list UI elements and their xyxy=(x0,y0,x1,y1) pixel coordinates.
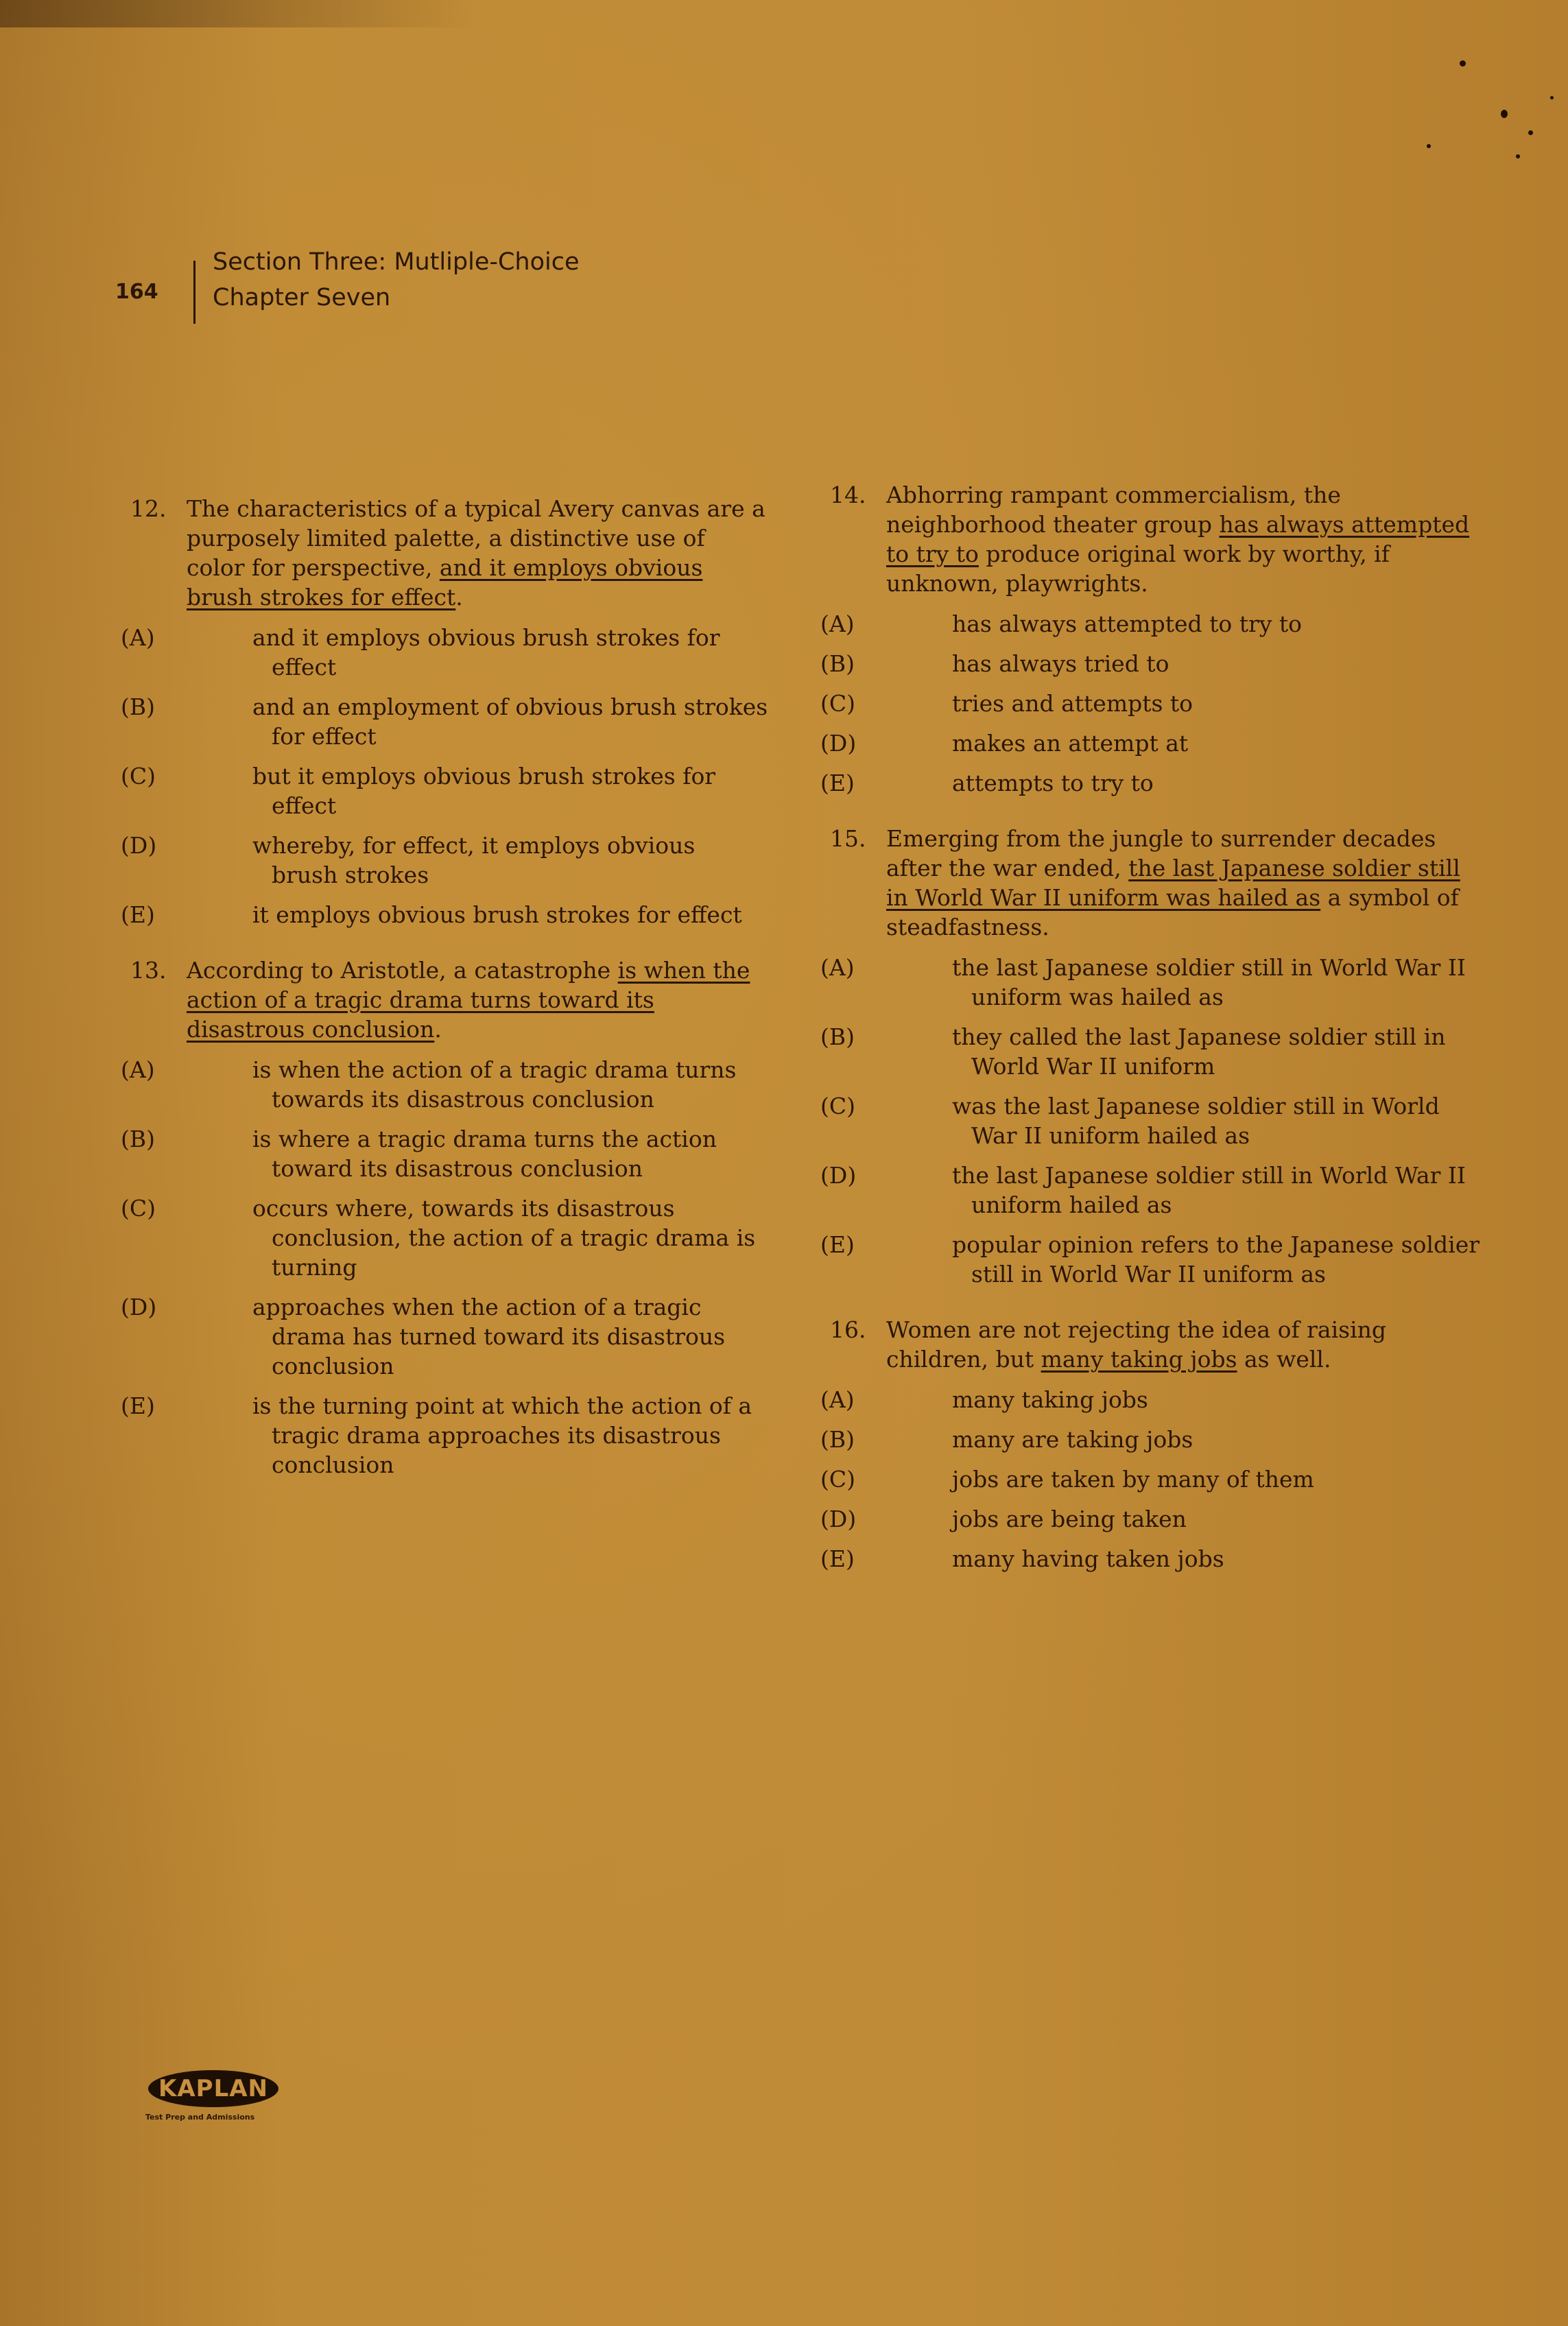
choice-label: (B) xyxy=(820,1023,855,1050)
answer-choice-c[interactable] xyxy=(820,1091,1488,1150)
choice-text: and an employment of obvious brush strokes for effect xyxy=(252,693,768,750)
choice-label: (E) xyxy=(820,1545,855,1572)
choice-label: (E) xyxy=(121,1392,155,1419)
right-column xyxy=(820,480,1488,1600)
page-edge-shadow xyxy=(0,0,480,27)
stem-text: Women are not rejecting the idea of raising children, but xyxy=(886,1316,1387,1373)
choice-label: (C) xyxy=(121,763,156,790)
choice-label: (C) xyxy=(820,1093,855,1119)
header-divider xyxy=(193,261,195,324)
choice-text: is when the action of a tragic drama turns towards its disastrous conclusion xyxy=(252,1056,737,1113)
answer-choice-a[interactable] xyxy=(820,609,1488,639)
answer-choice-d[interactable] xyxy=(121,831,768,890)
dust-speck xyxy=(1460,60,1466,67)
question-12 xyxy=(121,494,768,929)
choice-label: (C) xyxy=(820,1466,855,1493)
choice-text: many having taken jobs xyxy=(952,1545,1224,1572)
answer-choice-b[interactable] xyxy=(820,1425,1488,1454)
stem-text: produce original work by worthy, if unknown, playwrights. xyxy=(886,541,1390,597)
answer-choice-e[interactable] xyxy=(820,1230,1488,1289)
choice-text: makes an attempt at xyxy=(952,730,1189,757)
answer-choice-b[interactable] xyxy=(820,1022,1488,1081)
answer-choice-c[interactable] xyxy=(121,761,768,820)
answer-choice-b[interactable] xyxy=(121,1124,768,1183)
answer-choice-d[interactable] xyxy=(820,1161,1488,1220)
choice-text: is where a tragic drama turns the action toward its disastrous conclusion xyxy=(252,1126,717,1182)
choice-text: it employs obvious brush strokes for effect xyxy=(252,901,742,928)
stem-text: Abhorring rampant commercialism, the neighborhood theater group xyxy=(886,482,1341,538)
stem-text: The characteristics of a typical Avery canvas are a purposely limited palette, a distinctive use of color for perspective, xyxy=(187,495,765,581)
dust-speck xyxy=(1516,154,1520,158)
choice-label: (B) xyxy=(820,650,855,677)
answer-choices xyxy=(820,953,1488,1289)
question-stem xyxy=(886,824,1488,942)
choice-text: they called the last Japanese soldier still in World War II uniform xyxy=(952,1023,1446,1080)
choice-label: (D) xyxy=(820,730,857,757)
choice-text: has always tried to xyxy=(952,650,1169,677)
choice-label: (A) xyxy=(820,610,855,637)
answer-choice-c[interactable] xyxy=(820,689,1488,718)
choice-text: was the last Japanese soldier still in World War II uniform hailed as xyxy=(952,1093,1440,1149)
stem-underlined-text: the last Japanese soldier still in World War II uniform was hailed as xyxy=(886,855,1460,911)
stem-text: a symbol of steadfastness. xyxy=(886,884,1459,940)
answer-choice-d[interactable] xyxy=(820,1504,1488,1534)
dust-speck xyxy=(1427,144,1431,148)
stem-text: According to Aristotle, a catastrophe xyxy=(187,957,618,984)
question-15 xyxy=(820,824,1488,1289)
choice-label: (C) xyxy=(820,690,855,717)
answer-choice-b[interactable] xyxy=(121,692,768,751)
question-stem xyxy=(187,494,768,612)
section-title: Section Three: Mutliple-Choice xyxy=(213,248,580,276)
choice-label: (E) xyxy=(820,1231,855,1258)
stem-text: Emerging from the jungle to surrender decades after the war ended, xyxy=(886,825,1436,881)
question-number: 14. xyxy=(830,482,866,508)
stem-underlined-text: has always attempted to try to xyxy=(886,511,1470,567)
stem-text: as well. xyxy=(1237,1346,1331,1373)
choice-label: (A) xyxy=(820,954,855,981)
choice-label: (B) xyxy=(121,693,155,720)
choice-text: approaches when the action of a tragic drama has turned toward its disastrous conclusion xyxy=(252,1294,726,1379)
answer-choice-a[interactable] xyxy=(820,953,1488,1012)
kaplan-logo xyxy=(145,2070,283,2132)
answer-choice-e[interactable] xyxy=(820,1544,1488,1574)
stem-underlined-text: is when the action of a tragic drama turns toward its disastrous conclusion xyxy=(187,957,750,1043)
answer-choice-a[interactable] xyxy=(121,623,768,682)
stem-text: . xyxy=(434,1016,442,1043)
answer-choice-c[interactable] xyxy=(121,1194,768,1282)
choice-text: tries and attempts to xyxy=(952,690,1193,717)
choice-label: (D) xyxy=(121,1294,157,1320)
choice-text: popular opinion refers to the Japanese soldier still in World War II uniform as xyxy=(952,1231,1480,1287)
question-number: 15. xyxy=(830,825,866,852)
answer-choices xyxy=(121,1055,768,1480)
question-number: 12. xyxy=(130,495,167,522)
choice-text: many are taking jobs xyxy=(952,1426,1193,1453)
choice-label: (E) xyxy=(121,901,155,928)
choice-label: (E) xyxy=(820,770,855,796)
kaplan-logo-tagline: Test Prep and Admissions xyxy=(145,2113,255,2122)
choice-text: whereby, for effect, it employs obvious brush strokes xyxy=(252,832,696,888)
question-14 xyxy=(820,480,1488,798)
question-stem xyxy=(187,956,768,1044)
kaplan-logo-badge: KAPLAN xyxy=(148,2070,278,2107)
choice-label: (A) xyxy=(820,1386,855,1413)
answer-choice-a[interactable] xyxy=(121,1055,768,1114)
choice-label: (B) xyxy=(121,1126,155,1152)
choice-text: is the turning point at which the action of a tragic drama approaches its disastrous conclusion xyxy=(252,1392,752,1478)
choice-text: the last Japanese soldier still in World War II uniform was hailed as xyxy=(952,954,1466,1010)
question-stem xyxy=(886,1315,1488,1374)
answer-choice-e[interactable] xyxy=(121,1391,768,1480)
left-column xyxy=(121,494,768,1506)
choice-text: jobs are taken by many of them xyxy=(952,1466,1314,1493)
answer-choice-b[interactable] xyxy=(820,649,1488,678)
answer-choice-d[interactable] xyxy=(121,1292,768,1381)
dust-speck xyxy=(1550,96,1554,99)
choice-text: and it employs obvious brush strokes for effect xyxy=(252,624,720,680)
stem-underlined-text: and it employs obvious brush strokes for effect xyxy=(187,554,703,610)
answer-choices xyxy=(820,1385,1488,1574)
question-16 xyxy=(820,1315,1488,1574)
question-stem xyxy=(886,480,1488,598)
answer-choice-e[interactable] xyxy=(820,768,1488,798)
answer-choices xyxy=(121,623,768,929)
choice-label: (A) xyxy=(121,624,155,651)
question-13 xyxy=(121,956,768,1480)
chapter-title: Chapter Seven xyxy=(213,284,391,311)
answer-choice-d[interactable] xyxy=(820,728,1488,758)
choice-text: has always attempted to try to xyxy=(952,610,1303,637)
choice-text: jobs are being taken xyxy=(952,1506,1187,1532)
choice-label: (A) xyxy=(121,1056,155,1083)
choice-text: occurs where, towards its disastrous conclusion, the action of a tragic drama is turning xyxy=(252,1195,756,1281)
choice-text: the last Japanese soldier still in World War II uniform hailed as xyxy=(952,1162,1466,1218)
choice-text: but it employs obvious brush strokes for effect xyxy=(252,763,716,819)
stem-underlined-text: many taking jobs xyxy=(1041,1346,1237,1373)
dust-speck xyxy=(1528,130,1533,135)
choice-text: many taking jobs xyxy=(952,1386,1148,1413)
running-header xyxy=(110,248,727,324)
choice-text: attempts to try to xyxy=(952,770,1154,796)
stem-text: . xyxy=(455,584,463,610)
choice-label: (B) xyxy=(820,1426,855,1453)
dust-speck xyxy=(1501,110,1508,118)
question-number: 13. xyxy=(130,957,167,984)
answer-choice-a[interactable] xyxy=(820,1385,1488,1414)
answer-choice-e[interactable] xyxy=(121,900,768,929)
question-number: 16. xyxy=(830,1316,866,1343)
answer-choice-c[interactable] xyxy=(820,1464,1488,1494)
choice-label: (D) xyxy=(820,1506,857,1532)
choice-label: (C) xyxy=(121,1195,156,1222)
choice-label: (D) xyxy=(121,832,157,859)
page-number: 164 xyxy=(115,280,158,304)
choice-label: (D) xyxy=(820,1162,857,1189)
answer-choices xyxy=(820,609,1488,798)
